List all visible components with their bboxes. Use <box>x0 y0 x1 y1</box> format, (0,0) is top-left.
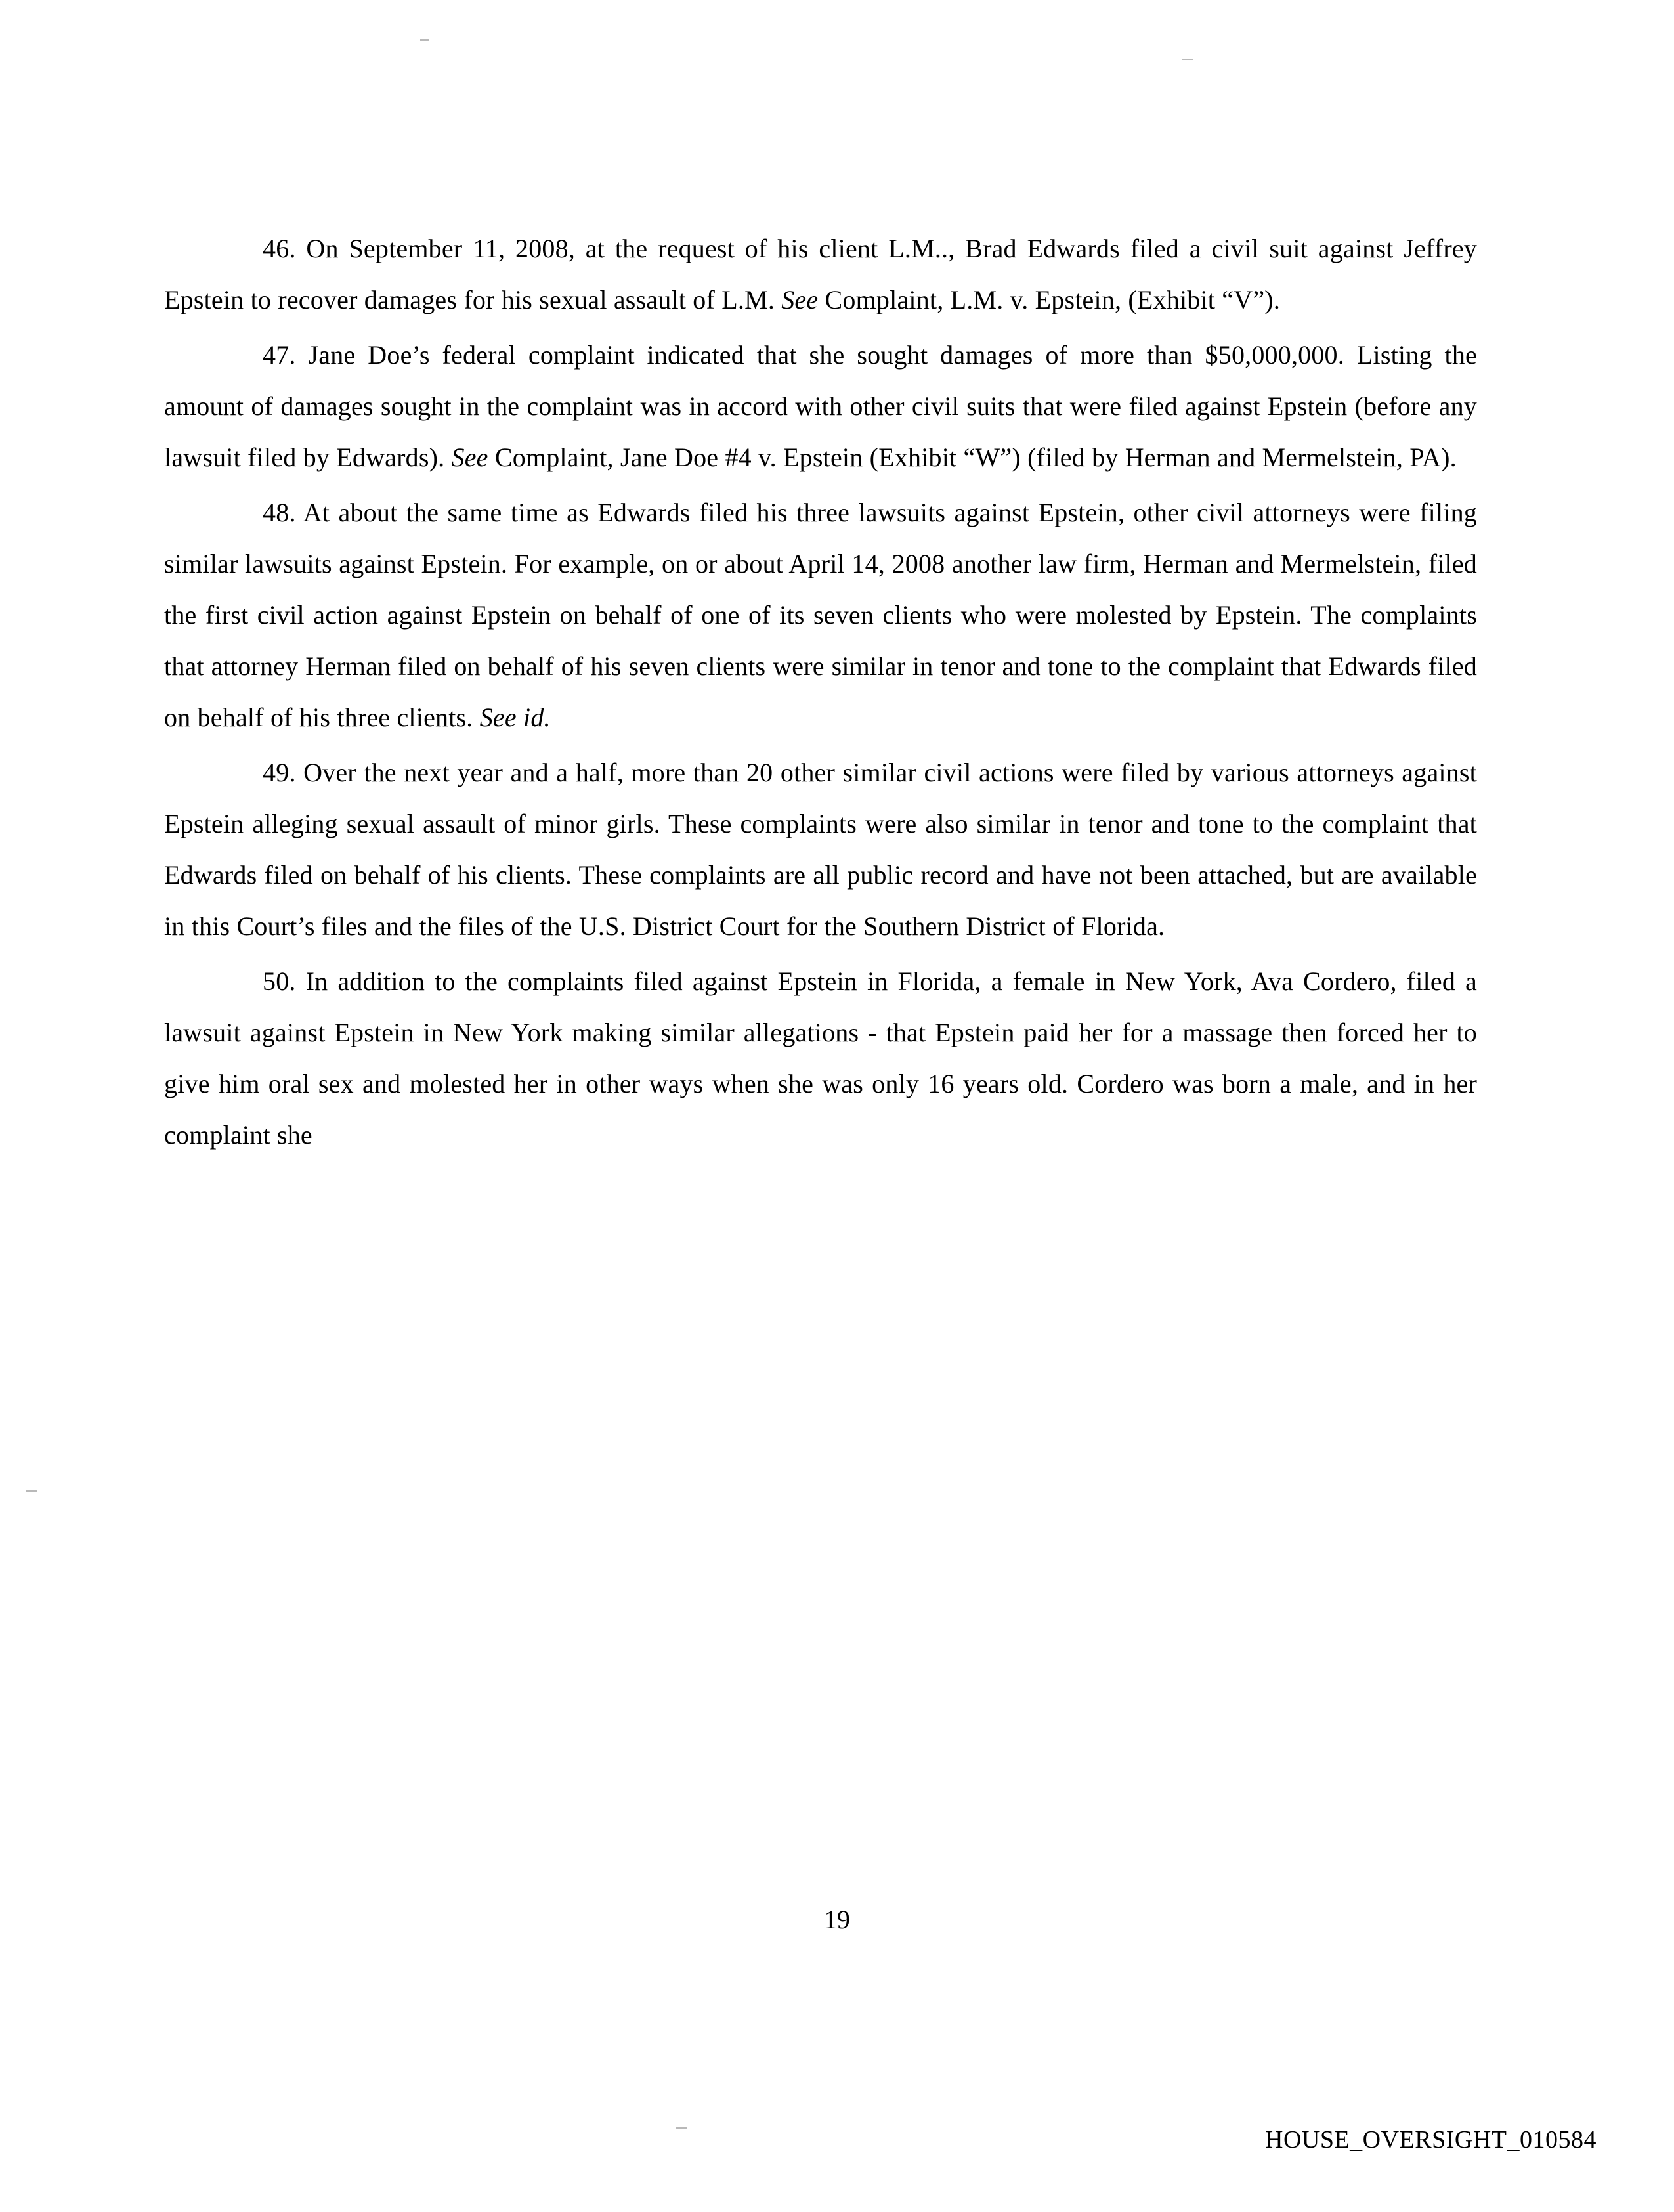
paragraph-46 <box>164 223 1477 326</box>
paragraph-text: Complaint, L.M. v. Epstein, (Exhibit “V”). <box>818 285 1281 314</box>
scan-artifact <box>676 2127 687 2129</box>
citation-italic: See <box>781 285 819 314</box>
paragraph-text: 46. On September 11, 2008, at the request of his client L.M.., Brad Edwards filed a civil suit against Jeffrey Epstein to recover damages for his sexual assault of L.M. <box>164 234 1477 314</box>
citation-italic: See id. <box>479 703 551 732</box>
scan-artifact <box>1182 59 1193 60</box>
citation-italic: See <box>451 443 488 472</box>
paragraph-text: 48. At about the same time as Edwards filed his three lawsuits against Epstein, other civil attorneys were filing similar lawsuits against Epstein. For example, on or about April 14, 2008 another law firm, Herman and Mermelstein, filed the first civil action against Epstein on behalf of one of its seven clients who were molested by Epstein. The complaints that attorney Herman filed on behalf of his seven clients were similar in tenor and tone to the complaint that Edwards filed on behalf of his three clients. <box>164 498 1477 732</box>
document-body <box>164 223 1477 1165</box>
paragraph-50 <box>164 956 1477 1161</box>
paragraph-48 <box>164 487 1477 743</box>
paragraph-text: Complaint, Jane Doe #4 v. Epstein (Exhibit “W”) (filed by Herman and Mermelstein, PA). <box>488 443 1457 472</box>
scan-artifact <box>420 39 429 41</box>
paragraph-text: 47. Jane Doe’s federal complaint indicated that she sought damages of more than $50,000,000. Listing the amount of damages sought in the complaint was in accord with other civil suits that were filed against Epstein (before any lawsuit filed by Edwards). <box>164 340 1477 472</box>
paragraph-text: 49. Over the next year and a half, more than 20 other similar civil actions were filed by various attorneys against Epstein alleging sexual assault of minor girls. These complaints were also similar in tenor and tone to the complaint that Edwards filed on behalf of his clients. These complaints are all public record and have not been attached, but are available in this Court’s files and the files of the U.S. District Court for the Southern District of Florida. <box>164 758 1477 941</box>
paragraph-47 <box>164 330 1477 483</box>
scan-artifact <box>26 1490 37 1492</box>
paragraph-49 <box>164 747 1477 952</box>
paragraph-text: 50. In addition to the complaints filed against Epstein in Florida, a female in New York, Ava Cordero, filed a lawsuit against Epstein in New York making similar allegations - that Epstein paid her for a massage then forced her to give him oral sex and molested her in other ways when she was only 16 years old. Cordero was born a male, and in her complaint she <box>164 966 1477 1150</box>
bates-stamp: HOUSE_OVERSIGHT_010584 <box>1265 2126 1597 2154</box>
page-number: 19 <box>824 1905 850 1934</box>
